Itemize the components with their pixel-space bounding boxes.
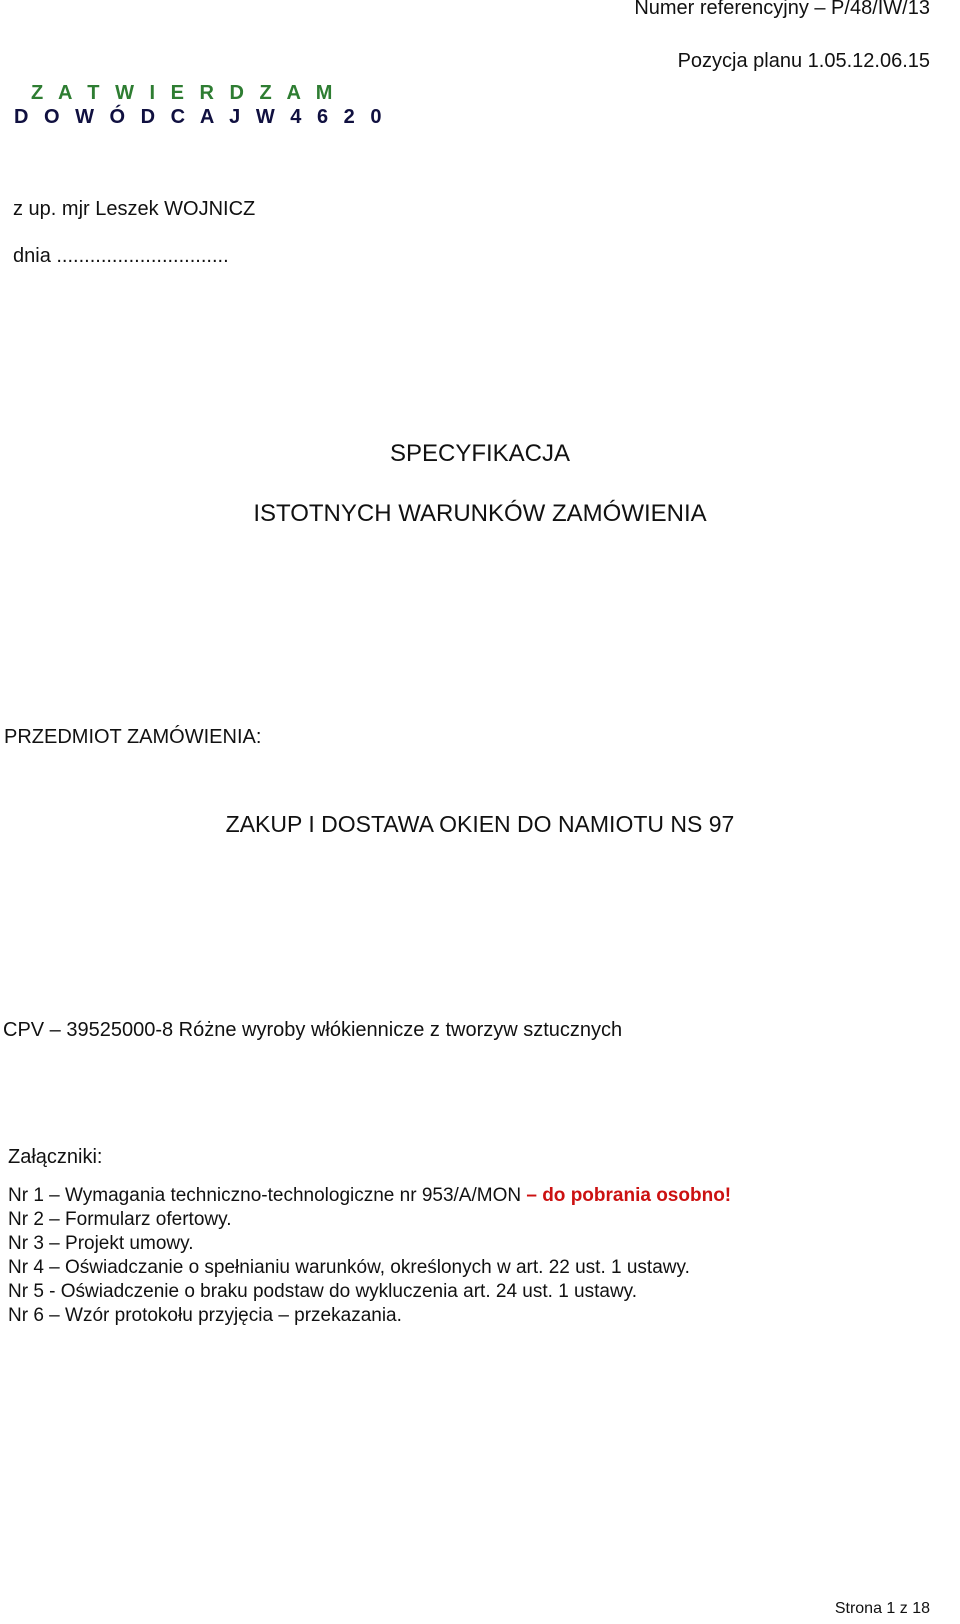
cpv-code: CPV – 39525000-8 Różne wyroby włókiennicze z tworzyw sztucznych: [3, 1019, 623, 1041]
attachment-text: Nr 1 – Wymagania techniczno-technologiczne nr 953/A/MON: [8, 1185, 527, 1206]
reference-number: Numer referencyjny – P/48/IW/13: [634, 0, 930, 19]
page-number: Strona 1 z 18: [834, 1600, 930, 1617]
subject-value: ZAKUP I DOSTAWA OKIEN DO NAMIOTU NS 97: [225, 811, 735, 837]
signed-by: z up. mjr Leszek WOJNICZ: [13, 198, 256, 220]
attachment-item: [8, 1184, 731, 1208]
plan-position: Pozycja planu 1.05.12.06.15: [677, 50, 930, 72]
document-subtitle: ISTOTNYCH WARUNKÓW ZAMÓWIENIA: [253, 500, 707, 527]
approval-date: dnia ...............................: [13, 245, 229, 267]
attachment-item: Nr 3 – Projekt umowy.: [8, 1233, 194, 1254]
subject-label: PRZEDMIOT ZAMÓWIENIA:: [4, 726, 262, 748]
attachment-download-note: – do pobrania osobno!: [526, 1185, 732, 1206]
approval-heading: Z A T W I E R D Z A M: [31, 82, 338, 104]
attachment-item: Nr 2 – Formularz ofertowy.: [8, 1209, 232, 1230]
attachments-list: [8, 1184, 731, 1328]
attachments-label: Załączniki:: [8, 1146, 103, 1168]
document-title: SPECYFIKACJA: [389, 440, 571, 467]
attachment-item: Nr 4 – Oświadczanie o spełnianiu warunków, określonych w art. 22 ust. 1 ustawy.: [8, 1257, 690, 1278]
attachment-item: Nr 6 – Wzór protokołu przyjęcia – przekazania.: [8, 1305, 402, 1326]
attachment-item: Nr 5 - Oświadczenie o braku podstaw do wykluczenia art. 24 ust. 1 ustawy.: [8, 1281, 638, 1302]
approval-commander: D O W Ó D C A J W 4 6 2 0: [14, 106, 387, 128]
